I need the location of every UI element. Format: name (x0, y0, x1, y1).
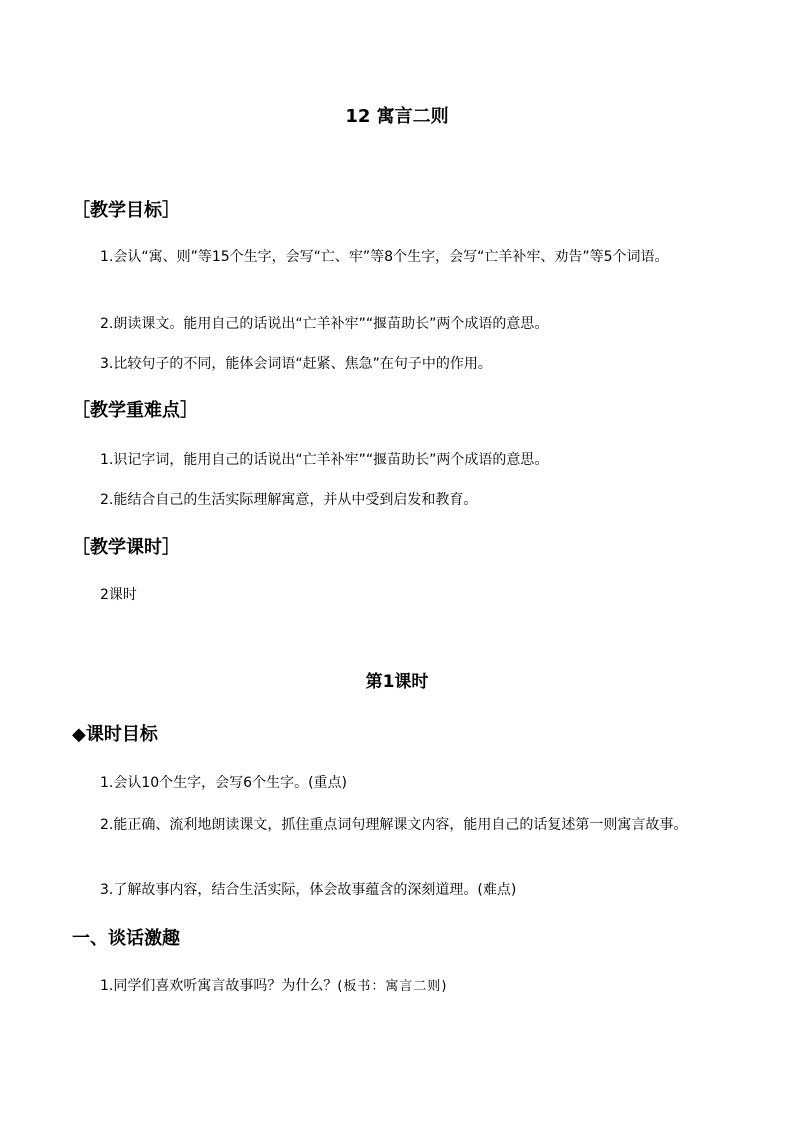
part1-board-note: (板书：寓言二则) (337, 979, 448, 994)
key-point-item-1: 1.识记字词，能用自己的话说出“亡羊补牢”“揠苗助长”两个成语的意思。 (100, 452, 549, 468)
key-points-heading: ［教学重难点］ (72, 400, 198, 421)
part1-heading: 一、谈话激趣 (72, 928, 180, 949)
objective-item-2: 2.朗读课文。能用自己的话说出“亡羊补牢”“揠苗助长”两个成语的意思。 (100, 316, 549, 332)
lesson1-title: 第1课时 (365, 672, 429, 692)
lesson1-goal-3: 3.了解故事内容，结合生活实际，体会故事蕴含的深刻道理。(难点) (100, 882, 517, 898)
lesson-title: 12 寓言二则 (345, 106, 449, 127)
objective-item-3: 3.比较句子的不同，能体会词语“赶紧、焦急”在句子中的作用。 (100, 356, 492, 372)
key-point-item-2: 2.能结合自己的生活实际理解寓意，并从中受到启发和教育。 (100, 492, 478, 508)
part1-text: 1.同学们喜欢听寓言故事吗？为什么？ (100, 978, 338, 994)
lesson1-goal-2: 2.能正确、流利地朗读课文，抓住重点词句理解课文内容，能用自己的话复述第一则寓言故事。 (100, 817, 688, 833)
lesson1-goal-1: 1.会认10个生字，会写6个生字。(重点) (100, 775, 348, 791)
hours-heading: ［教学课时］ (72, 537, 180, 558)
lesson1-goals-heading: ◆课时目标 (72, 724, 158, 745)
part1-paragraph (72, 973, 726, 1000)
objectives-heading: ［教学目标］ (72, 200, 180, 221)
objective-item-1: 1.会认“寓、则”等15个生字，会写“亡、牢”等8个生字，会写“亡羊补牢、劝告”等5个词语。 (100, 249, 669, 265)
hours-value: 2课时 (100, 587, 137, 603)
